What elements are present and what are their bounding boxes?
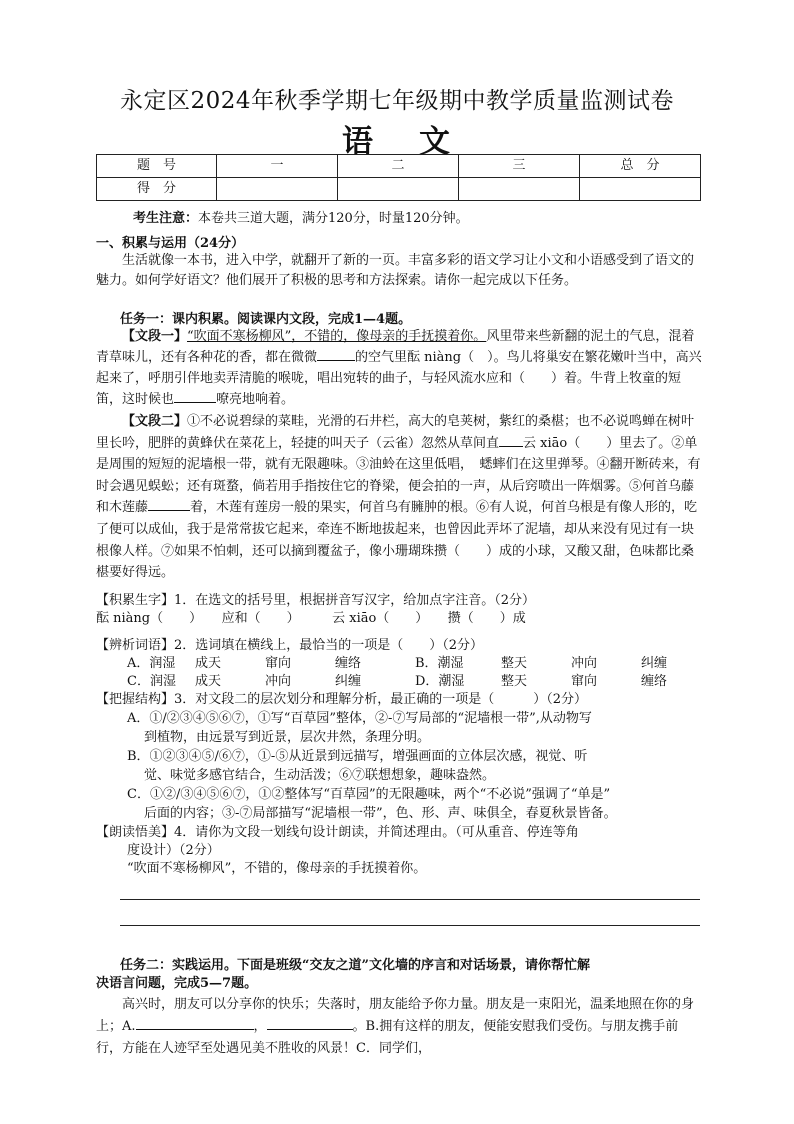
question-4-cont: 度设计）（2分） bbox=[127, 843, 220, 858]
score-cell: 题 号 bbox=[97, 155, 217, 178]
option-b[interactable]: B．潮湿 bbox=[415, 656, 464, 671]
notice-text: 本卷共三道大题，满分120分，时量120分钟。 bbox=[198, 211, 469, 226]
task2-heading-cont: 决语言问题，完成5—7题。 bbox=[96, 976, 258, 991]
option-c[interactable]: C．①②/③④⑤⑥⑦，①②整体写“百草园”的无限趣味，两个“不必说”强调了“单是” bbox=[127, 787, 611, 802]
passage1-label: 【文段一】 bbox=[122, 329, 188, 344]
task1-heading: 任务一：课内积累。阅读课内文段，完成1—4题。 bbox=[120, 312, 412, 327]
option-row: C．润湿 成天 冲向 纠缠 D．潮湿 整天 窜向 缠络 bbox=[127, 674, 668, 689]
exam-title: 永定区2024年秋季学期七年级期中教学质量监测试卷 bbox=[119, 88, 675, 114]
score-cell: 得 分 bbox=[97, 178, 217, 201]
option-b[interactable]: B．①②③④⑤/⑥⑦，①-⑤从近景到远描写，增强画面的立体层次感，视觉、听 bbox=[127, 749, 588, 764]
notice-label: 考生注意： bbox=[133, 211, 199, 226]
passage-2: 【文段二】①不必说碧绿的菜畦，光滑的石井栏，高大的皂荚树，紫红的桑椹；也不必说鸣蝉在树叶里长吟，肥胖的黄蜂伏在菜花上，轻捷的叫天子（云雀）忽然从草间直 云 xiāo（ ）里去了。②单是周围的短短的泥墙根一带，就有无限趣味。③油蛉在这里低唱， 蟋蟀们在这里弹琴。④翻开断砖来，有时会遇见蜈蚣；还有斑蝥，倘若用手指按住它的脊梁，便会拍的一声，从后窍喷出一阵烟雾。⑤何首乌藤和木莲藤 着，木莲有莲房一般的果实，何首乌有臃肿的根。⑥有人说，何首乌根是有像人形的，吃了便可以成仙，我于是常常拔它起来，牵连不断地拔起来，也曾因此弄坏了泥墙，却从来没有见过有一块根像人样。⑦如果不怕刺，还可以摘到覆盆子，像小珊瑚珠攒（ ）成的小球，又酸又甜，色味都比桑椹要好得远。 bbox=[96, 414, 701, 581]
answer-line[interactable] bbox=[120, 925, 700, 926]
score-table-header-row bbox=[97, 155, 701, 178]
passage1-underlined-sentence: “吹面不寒杨柳风”，不错的，像母亲的手抚摸着你。 bbox=[187, 329, 487, 344]
question-3: 【把握结构】3．对文段二的层次划分和理解分析，最正确的一项是（ ）（2分） bbox=[96, 692, 588, 707]
answer-line[interactable] bbox=[120, 899, 700, 900]
option-d[interactable]: D．潮湿 bbox=[415, 674, 465, 689]
question-2-options bbox=[127, 655, 701, 691]
option-row: A．润湿 成天 窜向 缠络 B．潮湿 整天 冲向 纠缠 bbox=[127, 656, 668, 671]
fill-blank[interactable] bbox=[267, 1017, 353, 1030]
score-blank-cell[interactable] bbox=[338, 178, 459, 201]
fill-blank[interactable] bbox=[499, 434, 523, 447]
section-heading: 一、积累与运用（24分） bbox=[96, 236, 245, 251]
score-table-score-row bbox=[97, 178, 701, 201]
subject-char-2: 文 bbox=[419, 124, 452, 160]
subject-char-1: 语 bbox=[342, 124, 375, 160]
question-2: 【辨析词语】2．选词填在横线上，最恰当的一项是（ ）（2分） bbox=[96, 638, 484, 653]
passage2-label: 【文段二】 bbox=[122, 414, 188, 429]
fill-blank[interactable] bbox=[317, 348, 355, 361]
passage-1: 【文段一】“吹面不寒杨柳风”，不错的，像母亲的手抚摸着你。风里带来些新翻的泥土的气息，混着青草味儿，还有各种花的香，都在微微 的空气里酝 niàng（ ）。鸟儿将巢安在繁花嫩叶当中，高兴起来了，呼朋引伴地卖弄清脆的喉咙，唱出宛转的曲子，与轻风流水应和（ ）着。牛背上牧童的短笛，这时候也 嘹亮地响着。 bbox=[96, 329, 702, 407]
score-cell: 总 分 bbox=[580, 155, 701, 178]
task2-passage: 高兴时，朋友可以分享你的快乐；失落时，朋友能给予你力量。朋友是一束阳光，温柔地照在你的身上；A. ， 。B.拥有这样的朋友，便能安慰我们受伤。与朋友携手前行，方能在人迹罕至处遇见美不胜收的风景！C．同学们， bbox=[96, 997, 695, 1056]
score-blank-cell[interactable] bbox=[459, 178, 580, 201]
option-a[interactable]: A．润湿 bbox=[127, 656, 176, 671]
score-blank-cell[interactable] bbox=[217, 178, 338, 201]
task2-heading: 任务二：实践运用。下面是班级“交友之道”文化墙的序言和对话场景，请你帮忙解 bbox=[120, 958, 590, 973]
fill-blank[interactable] bbox=[148, 498, 190, 511]
score-cell: 二 bbox=[338, 155, 459, 178]
fill-blank[interactable] bbox=[136, 1017, 254, 1030]
score-cell: 一 bbox=[217, 155, 338, 178]
question-1-items: 酝 niàng（ ） 应和（ ） 云 xiāo（ ） 攒（ ）成 bbox=[96, 611, 526, 626]
score-blank-cell[interactable] bbox=[580, 178, 701, 201]
option-c[interactable]: C．润湿 bbox=[127, 674, 176, 689]
section-intro: 生活就像一本书，进入中学，就翻开了新的一页。丰富多彩的语文学习让小文和小语感受到了语文的魅力。如何学好语文？他们展开了积极的思考和方法探索。请你一起完成以下任务。 bbox=[96, 253, 695, 288]
score-cell: 三 bbox=[459, 155, 580, 178]
question-4-quote: “吹面不寒杨柳风”，不错的，像母亲的手抚摸着你。 bbox=[127, 861, 427, 876]
score-table bbox=[96, 154, 701, 201]
question-3-options: A．①/②③④⑤⑥⑦，①写“百草园”整体，②-⑦写局部的“泥墙根一带”,从动物写 到植物，由远景写到近景，层次井然，条理分明。 B．①②③④⑤/⑥⑦，①-⑤从近景到远描写，增强画面的立体层次感，视觉、听 觉、味觉多感官结合，生动活泼；⑥⑦联想想象，趣味盎然。 C．①②/③④⑤⑥⑦，①②整体写“百草园”的无限趣味，两个“不必说”强调了“单是” 后面的内容；③-⑦局部描写“泥墙根一带”，色、形、声、味俱全，春夏秋景皆备。 bbox=[127, 711, 617, 821]
exam-notice bbox=[133, 207, 469, 226]
question-4: 【朗读悟美】4．请你为文段一划线句设计朗读，并简述理由。（可从重音、停连等角 bbox=[96, 825, 579, 840]
question-1: 【积累生字】1．在选文的括号里，根据拼音写汉字，给加点字注音。（2分） bbox=[96, 593, 536, 608]
fill-blank[interactable] bbox=[174, 390, 216, 403]
option-a[interactable]: A．①/②③④⑤⑥⑦，①写“百草园”整体，②-⑦写局部的“泥墙根一带”,从动物写 bbox=[127, 711, 592, 726]
